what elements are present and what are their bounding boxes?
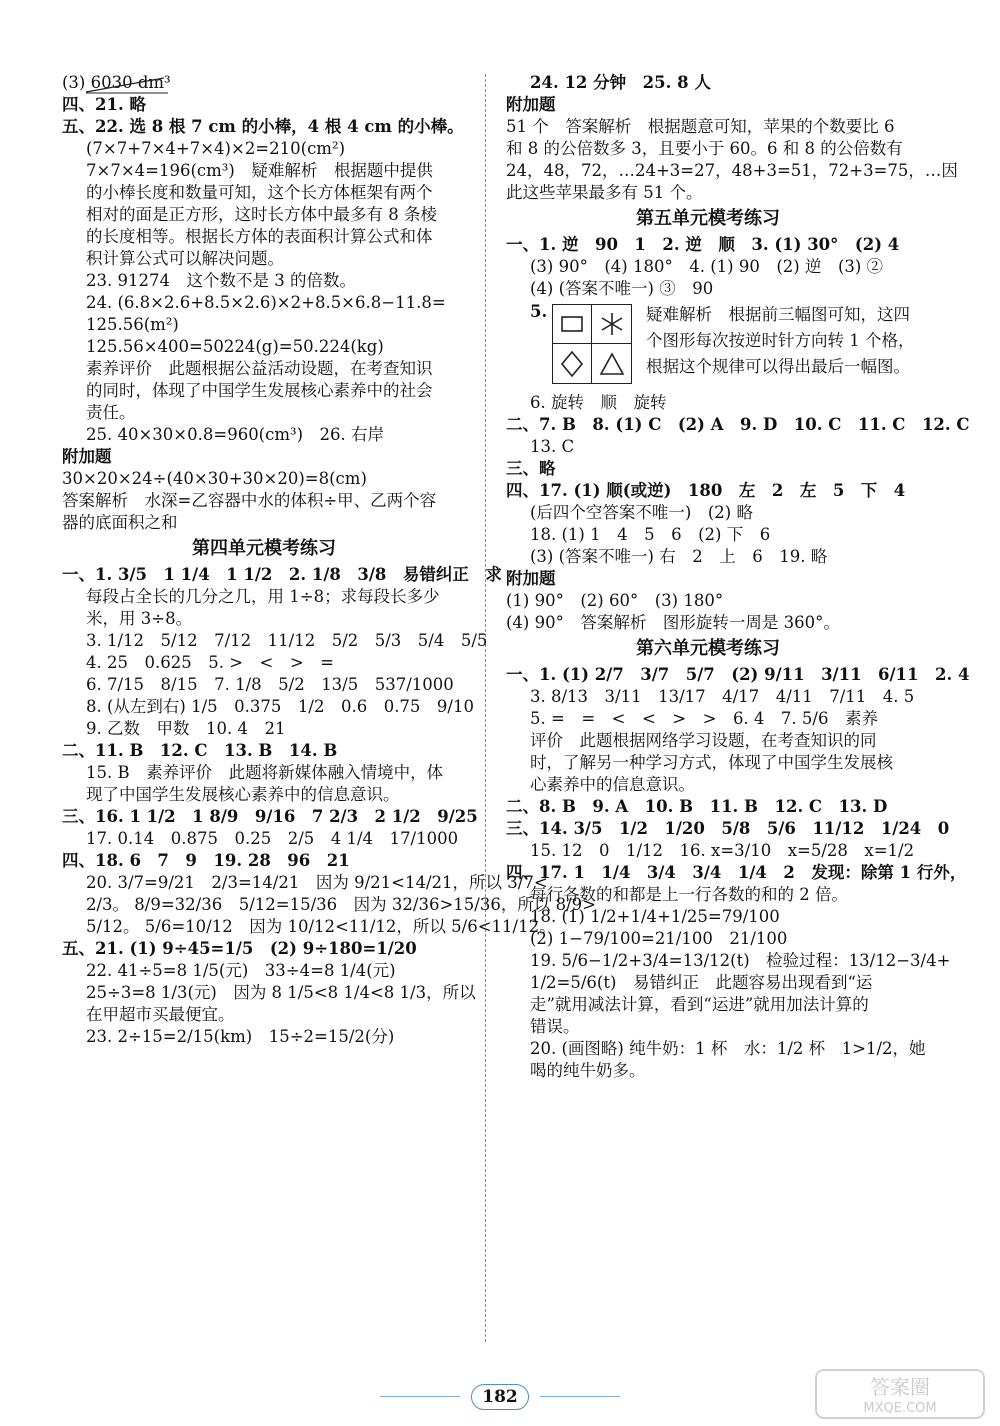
answer-line: 一、1. (1) 2/7 3/7 5/7 (2) 9/11 3/11 6/11 2. 4	[506, 665, 970, 684]
answer-line: 五、22. 选 8 根 7 cm 的小棒，4 根 4 cm 的小棒。	[62, 117, 464, 136]
answer-line: 7×7×4=196(cm³) 疑难解析 根据题中提供	[86, 161, 433, 180]
triangle-icon	[593, 345, 631, 383]
answer-line: 24. 12 分钟 25. 8 人	[530, 73, 711, 92]
section-title: 第四单元模考练习	[192, 538, 336, 559]
answer-line: 2/3。 8/9=32/36 5/12=15/36 因为 32/36>15/36，所以 8/9>	[86, 895, 596, 914]
answer-line: 二、8. B 9. A 10. B 11. B 12. C 13. D	[506, 797, 888, 816]
answer-line: 根据这个规律可以得出最后一幅图。	[646, 357, 910, 376]
answer-line: 9. 乙数 甲数 10. 4 21	[86, 719, 286, 738]
asterisk-icon	[593, 305, 631, 343]
answer-line: (3) 6030 dm³	[62, 72, 466, 94]
answer-line: 1/2=5/6(t) 易错纠正 此题容易出现看到“运	[530, 973, 873, 992]
answer-line: 心素养中的信息意识。	[530, 775, 695, 794]
answer-line: 25. 40×30×0.8=960(cm³) 26. 右岸	[86, 425, 385, 444]
answer-line: 和 8 的公倍数多 3，且要小于 60。6 和 8 的公倍数有	[506, 139, 903, 158]
answer-line: 8. (从左到右) 1/5 0.375 1/2 0.6 0.75 9/10	[86, 697, 474, 716]
answer-line: 3. 1/12 5/12 7/12 11/12 5/2 5/3 5/4 5/5	[86, 631, 488, 650]
answer-line: (3) (答案不唯一) 右 2 上 6 19. 略	[530, 547, 828, 566]
page-number: 182	[471, 1384, 529, 1410]
answer-line: (7×7+7×4+7×4)×2=210(cm²)	[86, 139, 346, 158]
answer-line: 30×20×24÷(40×30+30×20)=8(cm)	[62, 469, 367, 488]
diamond-icon	[553, 345, 591, 383]
watermark-text-2: MXQE.COM	[863, 1401, 937, 1416]
section-label: 附加题	[506, 569, 556, 588]
answer-line: 18. (1) 1/2+1/4+1/25=79/100	[530, 907, 780, 926]
answer-line: 二、11. B 12. C 13. B 14. B	[62, 741, 338, 760]
answer-line: 20. (画图略) 纯牛奶：1 杯 水：1/2 杯 1>1/2，她	[530, 1039, 926, 1058]
answer-line: 17. 0.14 0.875 0.25 2/5 4 1/4 17/1000	[86, 829, 459, 848]
strike-mark	[84, 76, 174, 94]
answer-line: 3. 8/13 3/11 13/17 4/17 4/11 7/11 4. 5	[530, 687, 915, 706]
section-title: 第五单元模考练习	[636, 208, 780, 229]
answer-line: 三、16. 1 1/2 1 8/9 9/16 7 2/3 2 1/2 9/25	[62, 807, 478, 826]
right-column	[506, 72, 970, 1082]
answer-line: 此这些苹果最多有 51 个。	[506, 183, 703, 202]
answer-line: 四、17. (1) 顺(或逆) 180 左 2 左 5 下 4	[506, 481, 906, 500]
answer-line: 的同时，体现了中国学生发展核心素养中的社会	[86, 381, 433, 400]
answer-line: 喝的纯牛奶多。	[530, 1061, 646, 1080]
answer-line: 三、略	[506, 459, 556, 478]
answer-line: 每段占全长的几分之几，用 1÷8；求每段长多少	[86, 587, 440, 606]
answer-line: 的长度相等。根据长方体的表面积计算公式和体	[86, 227, 433, 246]
answer-line: 疑难解析 根据前三幅图可知，这四	[646, 305, 910, 324]
answer-line: 125.56(m²)	[86, 315, 179, 334]
column-divider	[485, 74, 486, 1342]
answer-line: 19. 5/6−1/2+3/4=13/12(t) 检验过程：13/12−3/4+	[530, 951, 951, 970]
answer-line: 5/12。 5/6=10/12 因为 10/12<11/12，所以 5/6<11/12。	[86, 917, 556, 936]
answer-line: 23. 91274 这个数不是 3 的倍数。	[86, 271, 356, 290]
answer-line: 23. 2÷15=2/15(km) 15÷2=15/2(分)	[86, 1027, 395, 1046]
answer-line: 二、7. B 8. (1) C (2) A 9. D 10. C 11. C 12. C	[506, 415, 970, 434]
answer-line: 在甲超市买最便宜。	[86, 1005, 235, 1024]
section-label: 附加题	[506, 95, 556, 114]
answer-line: (3) 90° (4) 180° 4. (1) 90 (2) 逆 (3) ②	[530, 257, 884, 276]
answer-line: 一、1. 3/5 1 1/4 1 1/2 2. 1/8 3/8 易错纠正 求	[62, 565, 502, 584]
answer-line: 4. 25 0.625 5. > < > =	[86, 653, 335, 672]
answer-line: 素养评价 此题根据公益活动设题，在考查知识	[86, 359, 433, 378]
answer-line: (1) 90° (2) 60° (3) 180°	[506, 591, 724, 610]
answer-line: 错误。	[530, 1017, 580, 1036]
rectangle-icon	[553, 305, 591, 343]
answer-line: 个图形每次按逆时针方向转 1 个格，	[646, 331, 915, 350]
answer-line: 积计算公式可以解决问题。	[86, 249, 284, 268]
answer-line: 51 个 答案解析 根据题意可知，苹果的个数要比 6	[506, 117, 895, 136]
answer-line: 时，了解另一种学习方式，体现了中国学生发展核	[530, 753, 893, 772]
answer-line: 一、1. 逆 90 1 2. 逆 顺 3. (1) 30° (2) 4	[506, 235, 900, 254]
answer-line: 责任。	[86, 403, 136, 422]
answer-line: 五、21. (1) 9÷45=1/5 (2) 9÷180=1/20	[62, 939, 417, 958]
answer-line: 6. 7/15 8/15 7. 1/8 5/2 13/5 537/1000	[86, 675, 454, 694]
answer-line: (4) (答案不唯一) ③ 90	[530, 279, 714, 298]
answer-line: 24. (6.8×2.6+8.5×2.6)×2+8.5×6.8−11.8=	[86, 293, 446, 312]
answer-line: 四、21. 略	[62, 95, 146, 114]
answer-line: 22. 41÷5=8 1/5(元) 33÷4=8 1/4(元)	[86, 961, 396, 980]
answer-line: 每行各数的和都是上一行各数的和的 2 倍。	[530, 885, 848, 904]
answer-line: (后四个空答案不唯一) (2) 略	[530, 503, 753, 522]
answer-line: 的小棒长度和数量可知，这个长方体框架有两个	[86, 183, 433, 202]
footer-rule-left	[380, 1396, 460, 1397]
answer-line: 5. = = < < > > 6. 4 7. 5/6 素养	[530, 709, 878, 728]
answer-line: 器的底面积之和	[62, 513, 178, 532]
watermark-text-1: 答案圈	[870, 1375, 930, 1399]
answer-line: 答案解析 水深=乙容器中水的体积÷甲、乙两个容	[62, 491, 437, 510]
answer-line: 评价 此题根据网络学习设题，在考查知识的同	[530, 731, 877, 750]
answer-line: 25÷3=8 1/3(元) 因为 8 1/5<8 1/4<8 1/3，所以	[86, 983, 476, 1002]
rotation-figure-block	[506, 302, 915, 386]
footer-rule-right	[540, 1396, 620, 1397]
answer-line: 20. 3/7=9/21 2/3=14/21 因为 9/21<14/21，所以 3/7<	[86, 873, 548, 892]
answer-line: (2) 1−79/100=21/100 21/100	[530, 929, 788, 948]
answer-line: 四、18. 6 7 9 19. 28 96 21	[62, 851, 350, 870]
answer-line: 24，48，72，…24+3=27，48+3=51，72+3=75，…因	[506, 161, 958, 180]
answer-line: 三、14. 3/5 1/2 1/20 5/8 5/6 11/12 1/24 0	[506, 819, 950, 838]
answer-line: 米，用 3÷8。	[86, 609, 193, 628]
question-number: 5.	[530, 302, 548, 321]
answer-line: 18. (1) 1 4 5 6 (2) 下 6	[530, 525, 771, 544]
answer-line: 15. B 素养评价 此题将新媒体融入情境中，体	[86, 763, 444, 782]
section-label: 附加题	[62, 447, 112, 466]
rotation-grid	[552, 304, 632, 384]
answer-line: 15. 12 0 1/12 16. x=3/10 x=5/28 x=1/2	[530, 841, 915, 860]
answer-line: 13. C	[530, 437, 575, 456]
answer-line: 四、17. 1 1/4 3/4 3/4 1/4 2 发现：除第 1 行外，	[506, 863, 967, 882]
section-title: 第六单元模考练习	[636, 638, 780, 659]
answer-line: 现了中国学生发展核心素养中的信息意识。	[86, 785, 400, 804]
rotation-explanation	[646, 302, 915, 380]
answer-line: 相对的面是正方形，这时长方体中最多有 8 条棱	[86, 205, 437, 224]
answer-line: 125.56×400=50224(g)=50.224(kg)	[86, 337, 384, 356]
answer-line: (4) 90° 答案解析 图形旋转一周是 360°。	[506, 613, 840, 632]
answer-line: 6. 旋转 顺 旋转	[530, 393, 667, 412]
watermark-logo	[814, 1368, 986, 1420]
answer-line: 走”就用减法计算，看到“运进”就用加法计算的	[530, 995, 869, 1014]
